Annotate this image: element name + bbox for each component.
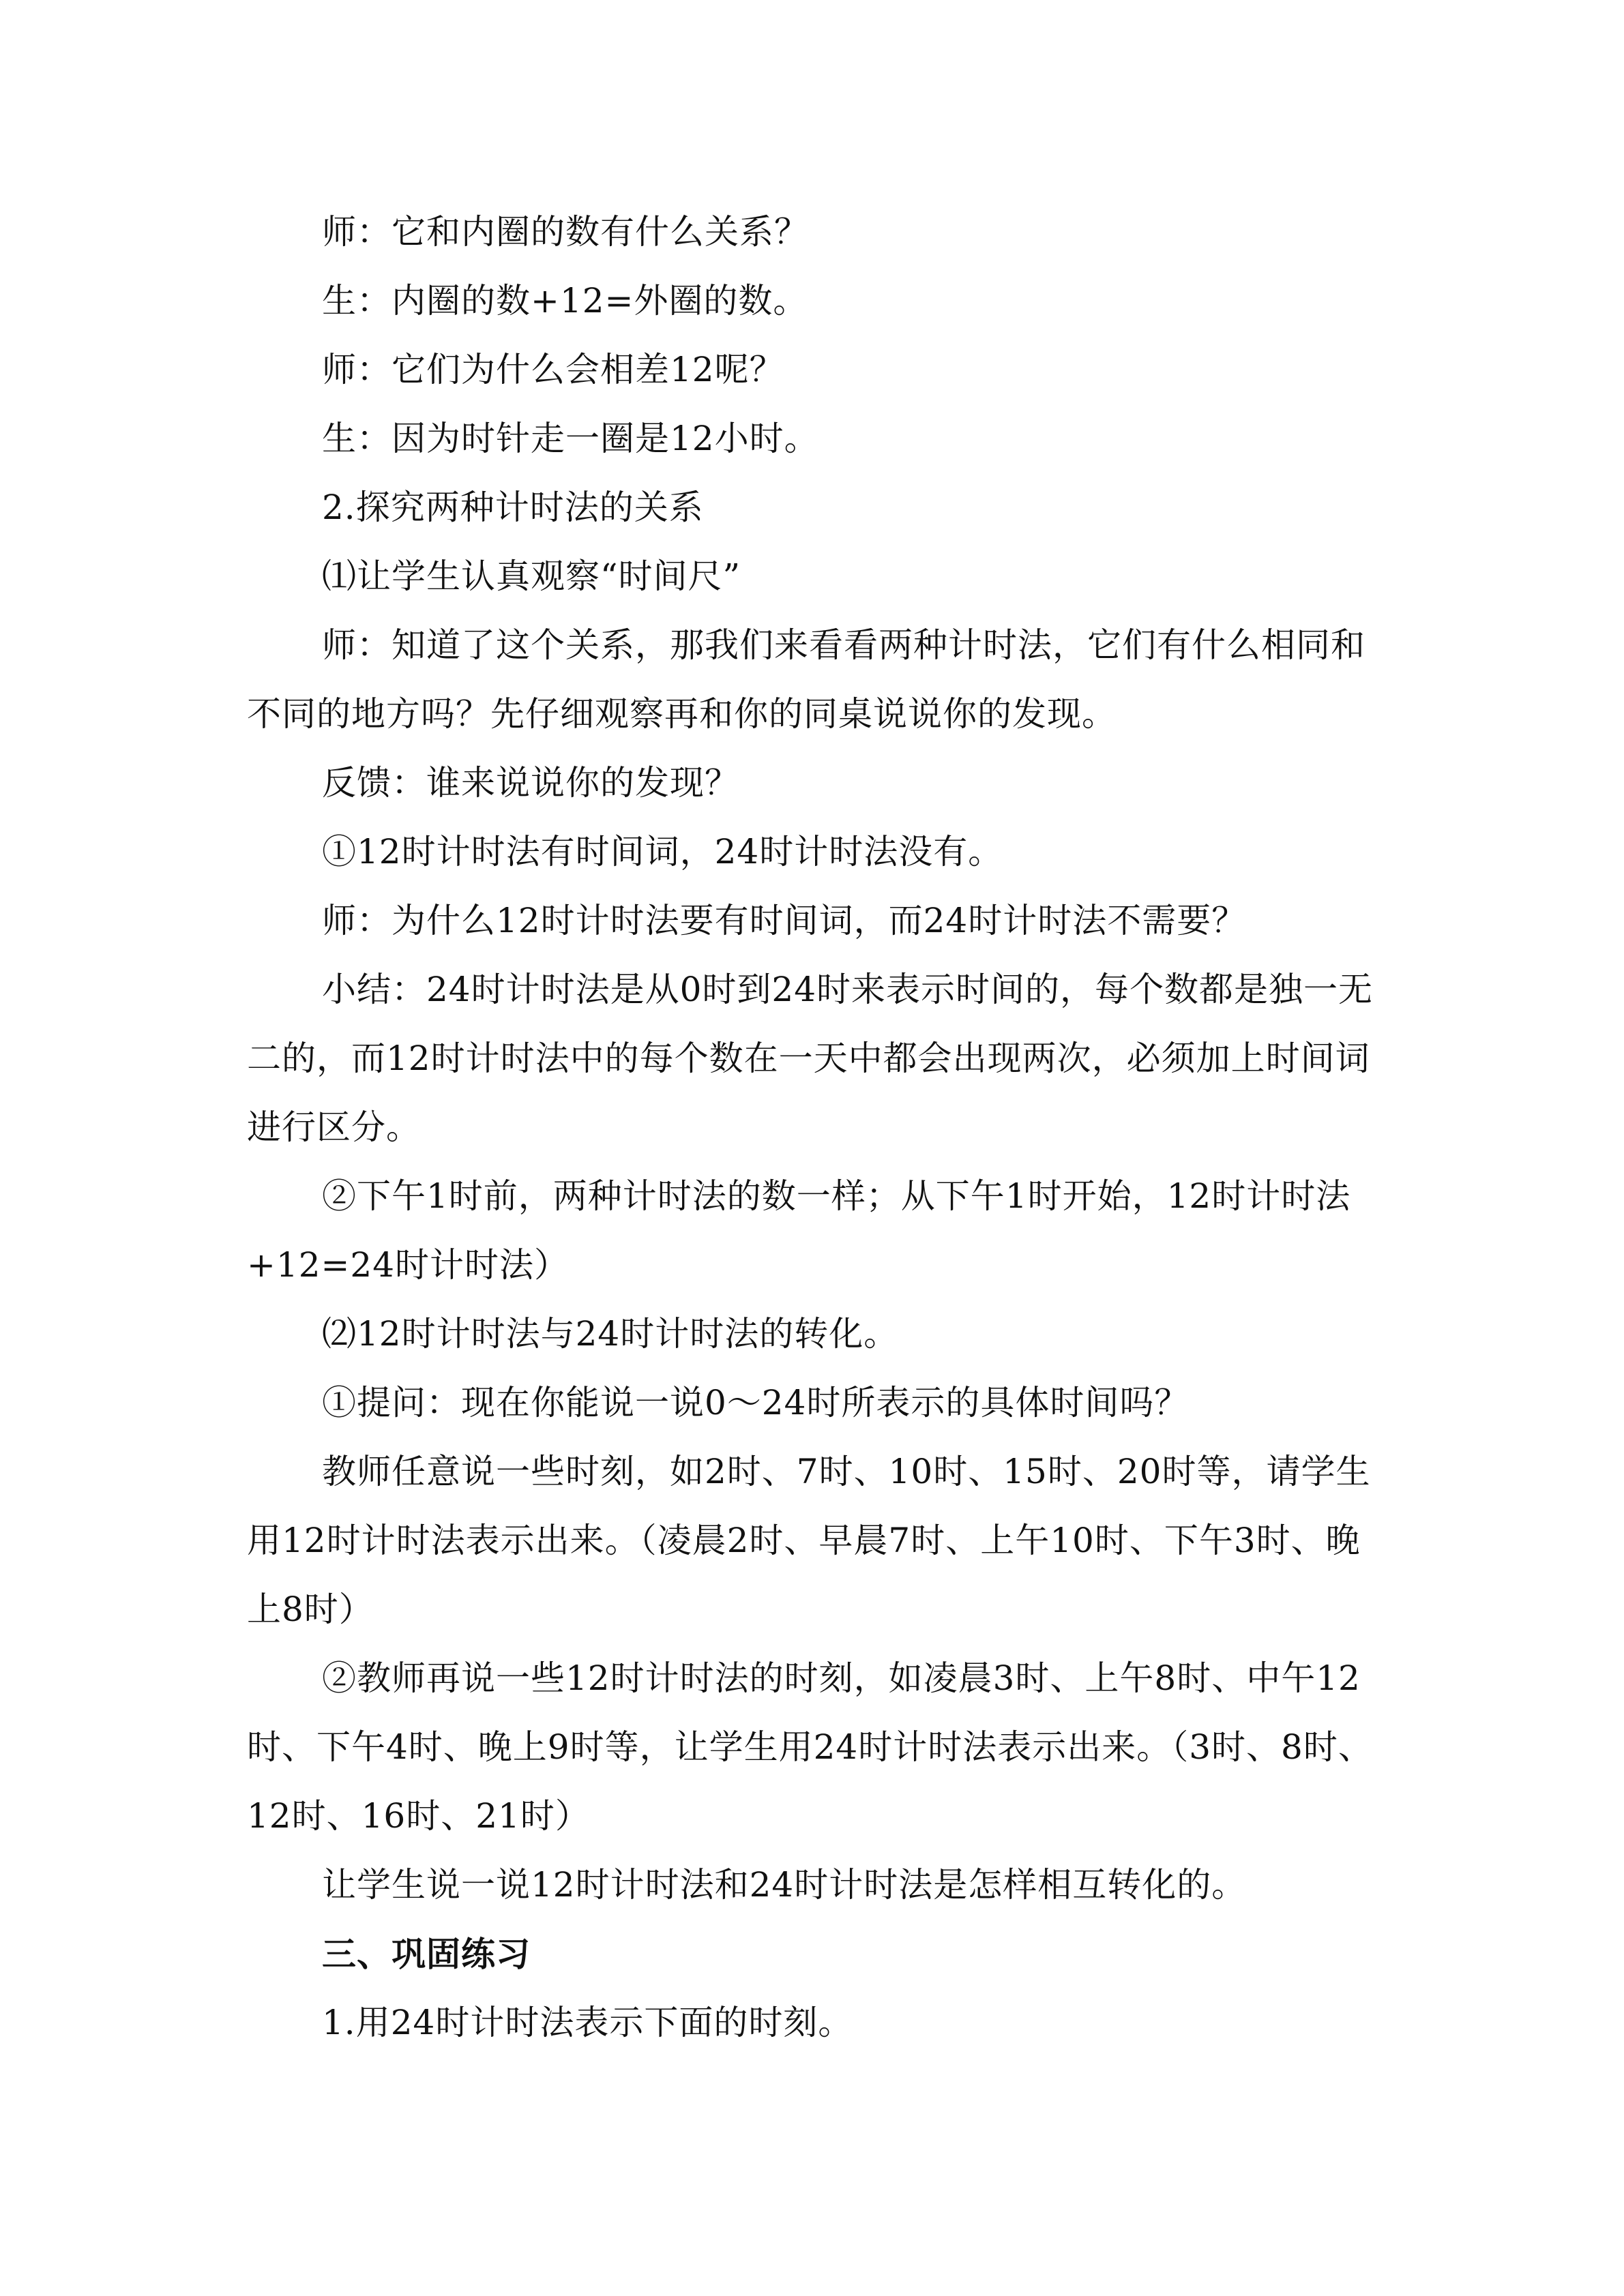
- paragraph-teacher-times-to-24h: ②教师再说一些12时计时法的时刻，如凌晨3时、上午8时、中午12时、下午4时、晚上9时等，让学生用24时计时法表示出来。（3时、8时、12时、16时、21时）: [247, 1658, 1373, 1836]
- paragraph-summary: 小结：24时计时法是从0时到24时来表示时间的，每个数都是独一无二的，而12时计时法中的每个数在一天中都会出现两次，必须加上时间词进行区分。: [247, 970, 1374, 1147]
- paragraph-feedback: 反馈：谁来说说你的发现？: [322, 763, 739, 803]
- paragraph-finding-one: ①12时计时法有时间词，24时计时法没有。: [322, 832, 1003, 871]
- paragraph-teacher-compare: 师：知道了这个关系，那我们来看看两种计时法，它们有什么相同和不同的地方吗？先仔细观察再和你的同桌说说你的发现。: [247, 625, 1365, 734]
- section-heading-practice: 三、巩固练习: [322, 1934, 531, 1974]
- paragraph-observe-time-ruler: ⑴让学生认真观察“时间尺”: [322, 556, 741, 596]
- paragraph-conversion-heading: ⑵12时计时法与24时计时法的转化。: [322, 1314, 899, 1354]
- paragraph-exercise-one: 1.用24时计时法表示下面的时刻。: [322, 2003, 853, 2042]
- paragraph-finding-two: ②下午1时前，两种计时法的数一样；从下午1时开始，12时计时法+12=24时计时法）: [247, 1176, 1351, 1285]
- paragraph-teacher-question-difference: 师：它们为什么会相差12呢？: [322, 350, 784, 389]
- paragraph-question-0-24: ①提问：现在你能说一说0～24时所表示的具体时间吗？: [322, 1383, 1190, 1422]
- paragraph-student-answer-relation: 生：内圈的数+12=外圈的数。: [322, 281, 808, 320]
- paragraph-teacher-times-to-12h: 教师任意说一些时刻，如2时、7时、10时、15时、20时等，请学生用12时计时法表示出来。（凌晨2时、早晨7时、上午10时、下午3时、晚上8时）: [247, 1452, 1371, 1629]
- paragraph-student-answer-difference: 生：因为时针走一圈是12小时。: [322, 419, 819, 458]
- section-heading-explore-relation: 2.探究两种计时法的关系: [322, 488, 704, 527]
- paragraph-teacher-question-relation: 师：它和内圈的数有什么关系？: [322, 212, 809, 252]
- document-body: [247, 198, 1379, 2057]
- paragraph-students-explain: 让学生说一说12时计时法和24时计时法是怎样相互转化的。: [322, 1865, 1247, 1905]
- paragraph-teacher-why: 师：为什么12时计时法要有时间词，而24时计时法不需要？: [322, 901, 1247, 940]
